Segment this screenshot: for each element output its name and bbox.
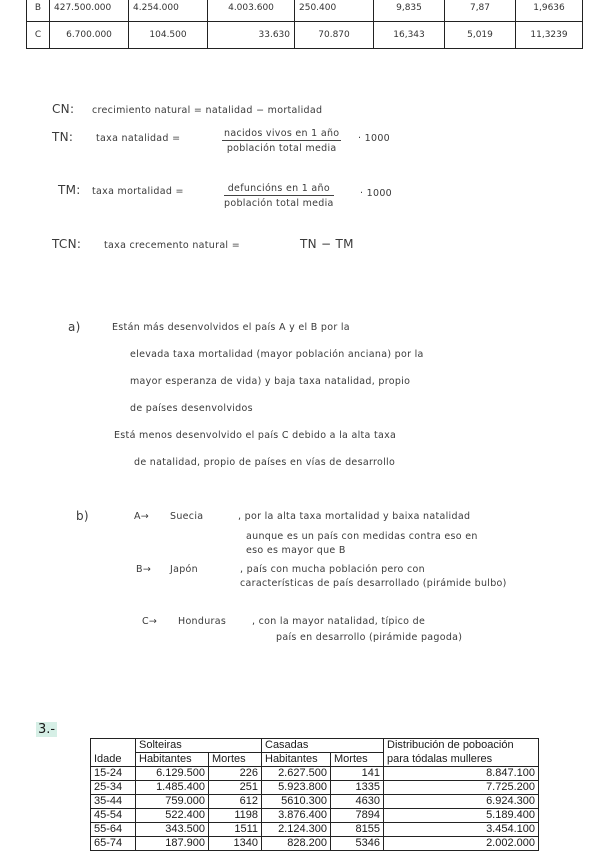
table-cell: 35-44	[91, 795, 136, 809]
top-table	[26, 0, 583, 49]
table-row	[27, 0, 583, 22]
tm-factor: · 1000	[360, 188, 393, 199]
table-cell: 7,87	[445, 0, 516, 22]
table-cell: 1198	[209, 809, 262, 823]
table-row	[91, 795, 539, 809]
table-cell: 4.003.600	[208, 0, 295, 22]
table-cell: 2.002.000	[384, 837, 539, 851]
table-row	[91, 781, 539, 795]
answer-b-country: Japón	[170, 564, 198, 575]
answer-b-line: eso es mayor que B	[246, 545, 346, 556]
column-header-habitantes: Habitantes	[136, 753, 209, 767]
column-header-habitantes: Habitantes	[262, 753, 331, 767]
table-cell: 15-24	[91, 767, 136, 781]
group-header-distribucion: Distribución de poboación	[384, 739, 539, 753]
column-header-mortes: Mortes	[209, 753, 262, 767]
answer-b-marker: b)	[76, 509, 89, 523]
table-cell: 6.129.500	[136, 767, 209, 781]
table-header-cell	[91, 739, 136, 753]
table-row	[91, 837, 539, 851]
table-cell: 6.700.000	[50, 22, 129, 49]
table-cell: 11,3239	[516, 22, 583, 49]
population-table	[90, 738, 539, 851]
table-cell: 2.124.300	[262, 823, 331, 837]
table-cell: 1,9636	[516, 0, 583, 22]
table-cell: 828.200	[262, 837, 331, 851]
table-cell: 1.485.400	[136, 781, 209, 795]
cn-abbr: CN:	[52, 102, 75, 116]
table-cell: 759.000	[136, 795, 209, 809]
answer-b-line: , con la mayor natalidad, típico de	[252, 616, 426, 627]
answer-b-line: país en desarrollo (pirámide pagoda)	[276, 632, 463, 643]
answer-b-key: B→	[136, 564, 152, 575]
answer-a-marker: a)	[68, 320, 81, 334]
answer-b-line: , por la alta taxa mortalidad y baixa natalidad	[238, 511, 471, 522]
table-cell: 1511	[209, 823, 262, 837]
tm-denominator: población total media	[224, 198, 334, 209]
table-cell: 4.254.000	[129, 0, 208, 22]
table-cell: 5.923.800	[262, 781, 331, 795]
cn-definition: crecimiento natural = natalidad − mortalidad	[92, 105, 323, 116]
tm-label: taxa mortalidad =	[92, 186, 184, 197]
table-cell: 226	[209, 767, 262, 781]
table-cell: 5346	[331, 837, 384, 851]
section-3-marker: 3.-	[38, 722, 56, 737]
table-cell: 1340	[209, 837, 262, 851]
table-body	[91, 767, 539, 851]
tcn-abbr: TCN:	[52, 237, 82, 251]
table-cell: 104.500	[129, 22, 208, 49]
table-cell: 187.900	[136, 837, 209, 851]
table-cell: 7.725.200	[384, 781, 539, 795]
table-cell: 2.627.500	[262, 767, 331, 781]
table-row	[91, 809, 539, 823]
table-cell: 427.500.000	[50, 0, 129, 22]
answer-a-line: mayor esperanza de vida) y baja taxa natalidad, propio	[130, 376, 411, 387]
answer-a-line: Están más desenvolvidos el país A y el B por la	[112, 322, 350, 333]
table-cell: 4630	[331, 795, 384, 809]
tm-numerator: defuncións en 1 año	[224, 183, 334, 196]
answer-a-line: elevada taxa mortalidad (mayor población anciana) por la	[130, 349, 424, 360]
tm-abbr: TM:	[58, 183, 81, 197]
table-cell: 8.847.100	[384, 767, 539, 781]
tn-numerator: nacidos vivos en 1 año	[224, 128, 340, 139]
tn-fraction	[222, 128, 341, 154]
table-cell: 16,343	[374, 22, 445, 49]
answer-b-country: Suecia	[170, 511, 204, 522]
tn-label: taxa natalidad =	[96, 133, 181, 144]
table-cell: 8155	[331, 823, 384, 837]
table-row	[91, 823, 539, 837]
answer-b-key: C→	[142, 616, 158, 627]
column-header-mortes: Mortes	[331, 753, 384, 767]
answer-a-line: de natalidad, propio de países en vías de desarrollo	[134, 457, 396, 468]
table-cell: 3.454.100	[384, 823, 539, 837]
table-header-row	[91, 739, 539, 753]
table-cell: 45-54	[91, 809, 136, 823]
table-cell: 3.876.400	[262, 809, 331, 823]
answer-a-line: de países desenvolvidos	[130, 403, 253, 414]
group-header-casadas: Casadas	[262, 739, 384, 753]
tn-denominator: población total media	[226, 143, 337, 154]
table-cell: 7894	[331, 809, 384, 823]
table-cell: 6.924.300	[384, 795, 539, 809]
tn-abbr: TN:	[52, 130, 74, 144]
group-header-solteiras: Solteiras	[136, 739, 262, 753]
answer-a-line: Está menos desenvolvido el país C debido a la alta taxa	[114, 430, 397, 441]
tcn-definition: taxa crecemento natural =	[104, 240, 240, 251]
row-label: B	[27, 0, 50, 22]
table-cell: 141	[331, 767, 384, 781]
answer-b-key: A→	[134, 511, 150, 522]
table-row	[91, 767, 539, 781]
table-cell: 612	[209, 795, 262, 809]
answer-b-line: características de país desarrollado (pirámide bulbo)	[240, 578, 507, 589]
tm-fraction	[224, 183, 334, 209]
table-cell: 65-74	[91, 837, 136, 851]
table-row	[27, 22, 583, 49]
table-cell: 5,019	[445, 22, 516, 49]
table-cell: 25-34	[91, 781, 136, 795]
table-cell: 250.400	[295, 0, 374, 22]
table-cell: 70.870	[295, 22, 374, 49]
table-cell: 1335	[331, 781, 384, 795]
table-cell: 33.630	[208, 22, 295, 49]
table-cell: 522.400	[136, 809, 209, 823]
table-header-row	[91, 753, 539, 767]
table-cell: 343.500	[136, 823, 209, 837]
column-header-idade: Idade	[91, 753, 136, 767]
row-label: C	[27, 22, 50, 49]
answer-b-country: Honduras	[178, 616, 227, 627]
column-header-distribucion: para tódalas mulleres	[384, 753, 539, 767]
tn-factor: · 1000	[358, 133, 391, 144]
answer-b-line: , país con mucha población pero con	[240, 564, 425, 575]
table-cell: 5610.300	[262, 795, 331, 809]
table-cell: 5.189.400	[384, 809, 539, 823]
table-cell: 251	[209, 781, 262, 795]
tcn-formula: TN − TM	[300, 237, 354, 251]
answer-b-line: aunque es un país con medidas contra eso en	[246, 531, 478, 542]
table-cell: 9,835	[374, 0, 445, 22]
table-cell: 55-64	[91, 823, 136, 837]
